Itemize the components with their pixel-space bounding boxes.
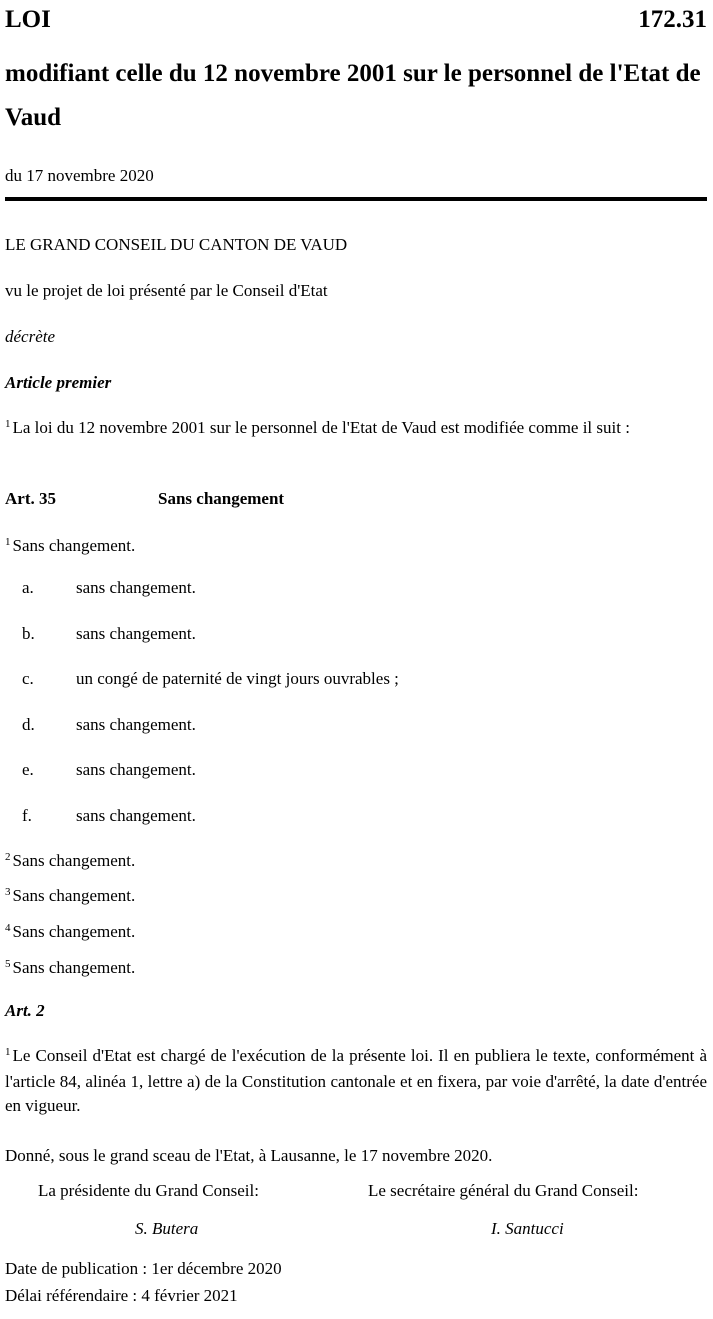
paragraph-number: 1 (5, 418, 11, 430)
list-item-text: sans changement. (76, 760, 196, 779)
paragraph-number: 1 (5, 1046, 11, 1058)
preamble-considering: vu le projet de loi présenté par le Conseil d'Etat (5, 281, 328, 300)
preamble-decrees: décrète (5, 327, 56, 346)
art35-label: Art. 35 (5, 489, 56, 508)
paragraph-number: 4 (5, 922, 11, 934)
law-title: modifiant celle du 12 novembre 2001 sur le personnel de l'Etat de Vaud (5, 60, 701, 131)
list-item-letter: d. (22, 715, 35, 734)
art35-paragraph-2 (5, 851, 135, 871)
paragraph-text: Sans changement. (12, 536, 136, 555)
law-label: LOI (5, 6, 51, 33)
list-item-text: un congé de paternité de vingt jours ouvrables ; (76, 669, 399, 688)
list-item-text: sans changement. (76, 624, 196, 643)
signatory-left-name: S. Butera (135, 1219, 199, 1238)
list-item-text: sans changement. (76, 578, 196, 597)
paragraph-number: 5 (5, 958, 11, 970)
art35-paragraph-1 (5, 536, 135, 556)
signatory-right-name: I. Santucci (491, 1219, 564, 1238)
paragraph-number: 1 (5, 536, 11, 548)
art35-title: Sans changement (158, 489, 285, 508)
paragraph-text: Sans changement. (12, 886, 136, 905)
header-divider (5, 197, 707, 201)
art2-paragraph-1 (5, 1044, 707, 1118)
paragraph-number: 3 (5, 886, 11, 898)
list-item-letter: f. (22, 806, 32, 825)
article-premier-paragraph-1 (5, 416, 707, 442)
article-premier-heading: Article premier (5, 373, 112, 392)
given-statement: Donné, sous le grand sceau de l'Etat, à Lausanne, le 17 novembre 2020. (5, 1146, 493, 1165)
preamble-authority: LE GRAND CONSEIL DU CANTON DE VAUD (5, 235, 348, 254)
paragraph-text: Le Conseil d'Etat est chargé de l'exécution de la présente loi. Il en publiera le texte, conformément à l'article 84, alinéa 1, lettre a) de la Constitution cantonale et en fixera, par voie d'arrêté, la date d'entrée en vigueur. (5, 1046, 707, 1115)
art35-paragraph-4 (5, 922, 135, 942)
paragraph-text: Sans changement. (12, 851, 136, 870)
list-item-letter: c. (22, 669, 34, 688)
list-item-text: sans changement. (76, 806, 196, 825)
list-item-letter: a. (22, 578, 34, 597)
paragraph-number: 2 (5, 851, 11, 863)
list-item-letter: e. (22, 760, 34, 779)
law-number: 172.31 (638, 6, 707, 33)
art35-paragraph-5 (5, 958, 135, 978)
referendum-deadline: Délai référendaire : 4 février 2021 (5, 1286, 238, 1305)
paragraph-text: Sans changement. (12, 922, 136, 941)
paragraph-text: La loi du 12 novembre 2001 sur le personnel de l'Etat de Vaud est modifiée comme il suit : (12, 418, 630, 437)
signatory-right-role: Le secrétaire général du Grand Conseil: (368, 1181, 639, 1200)
signatory-left-role: La présidente du Grand Conseil: (38, 1181, 259, 1200)
art35-paragraph-3 (5, 886, 135, 906)
law-date: du 17 novembre 2020 (5, 166, 154, 185)
list-item-text: sans changement. (76, 715, 196, 734)
list-item-letter: b. (22, 624, 35, 643)
art2-heading: Art. 2 (5, 1001, 45, 1020)
paragraph-text: Sans changement. (12, 958, 136, 977)
publication-date: Date de publication : 1er décembre 2020 (5, 1259, 282, 1278)
